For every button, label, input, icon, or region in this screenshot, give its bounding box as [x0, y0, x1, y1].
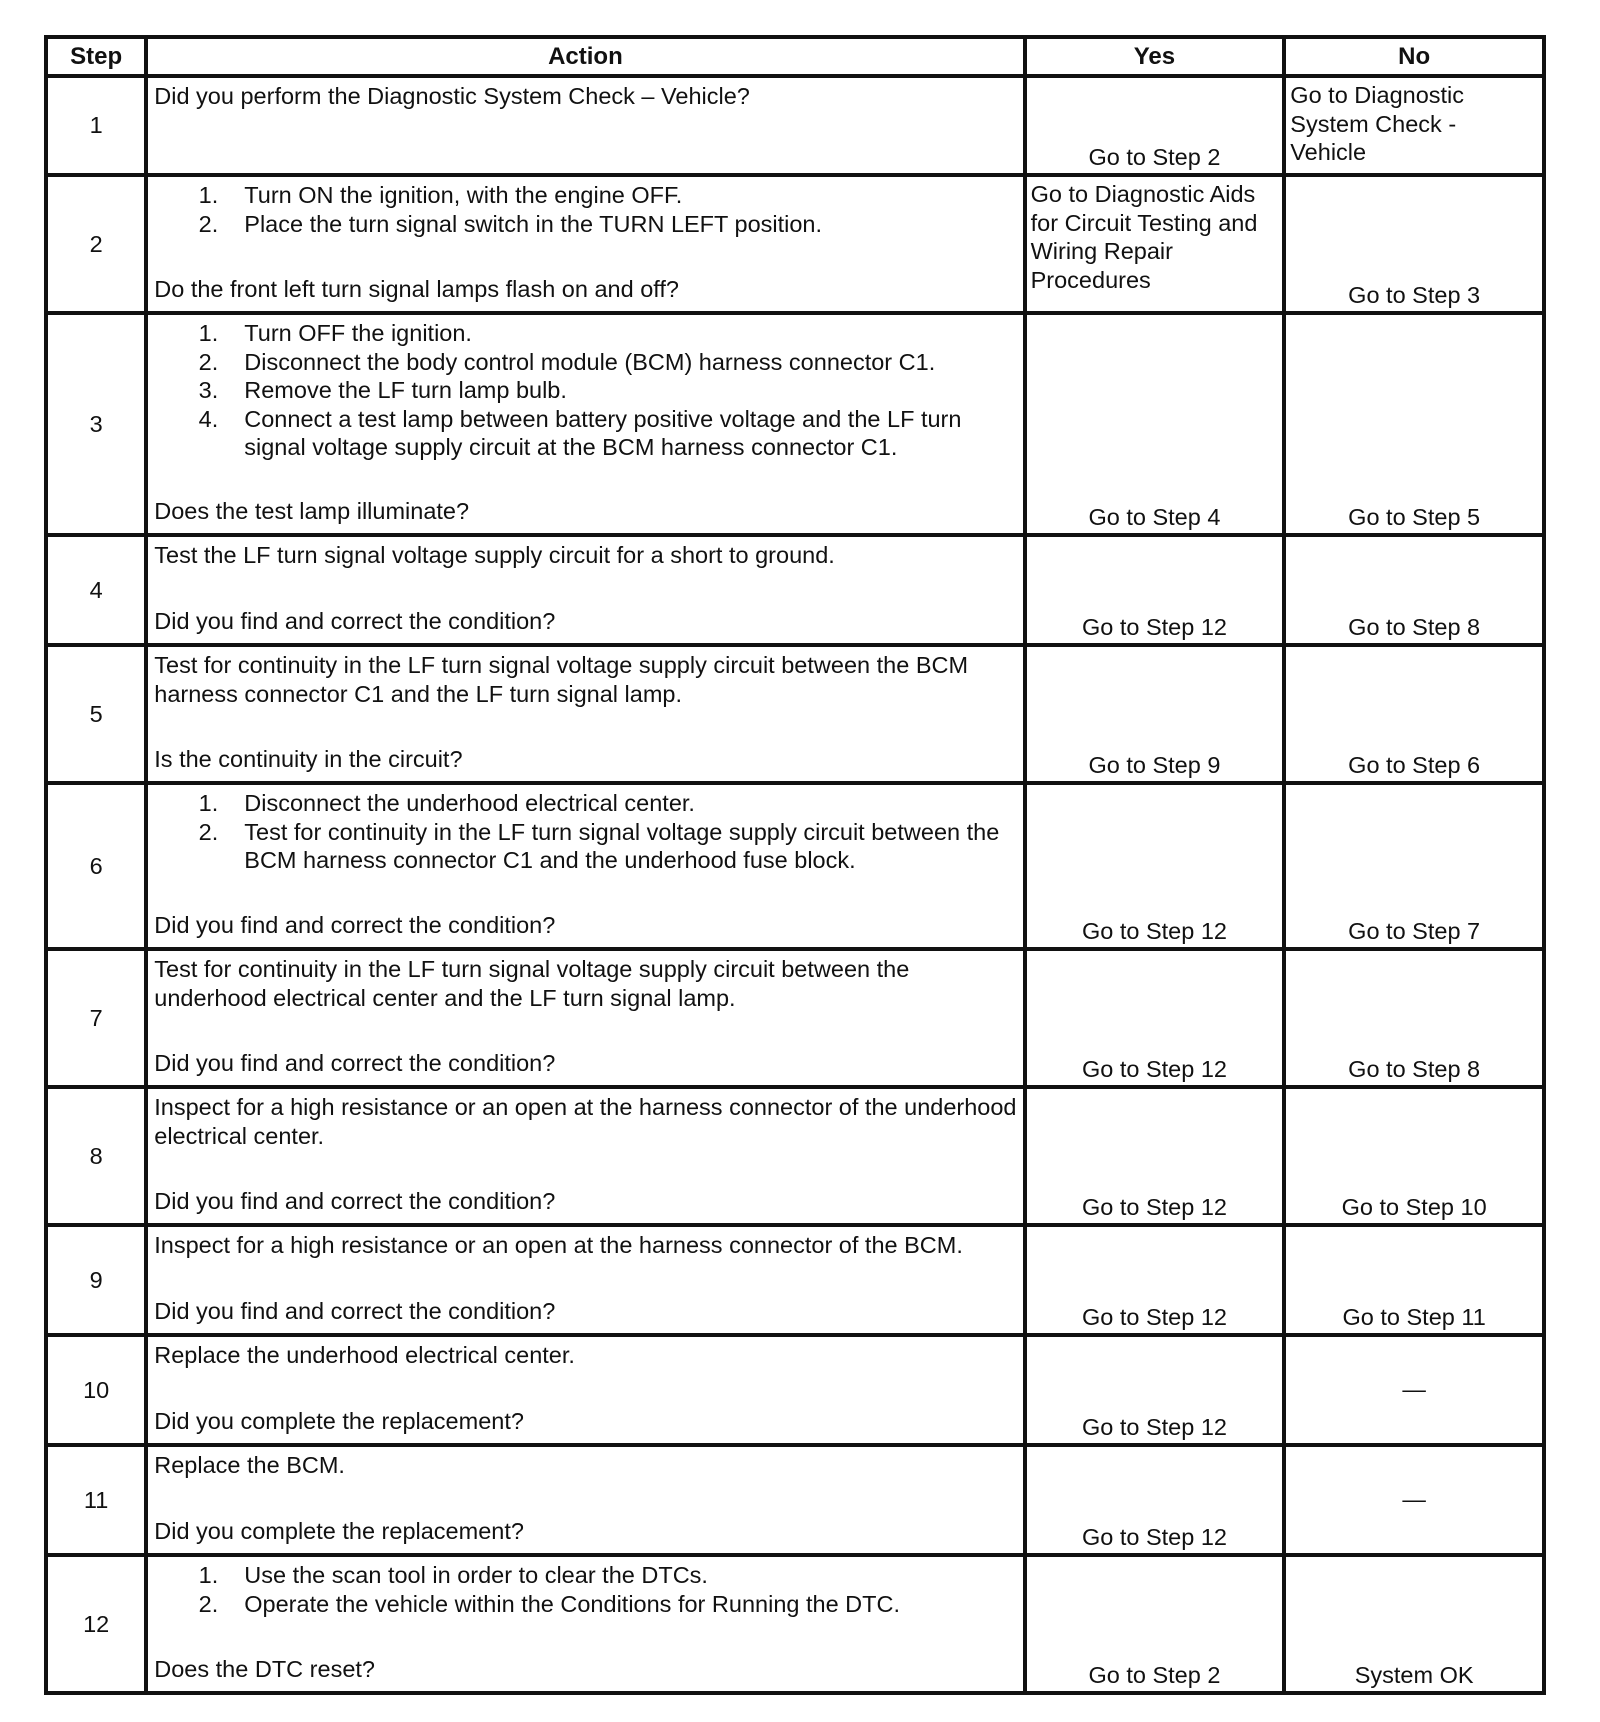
action-step-item — [154, 376, 1016, 405]
diagnostic-table — [44, 35, 1546, 1695]
table-row — [46, 645, 1544, 783]
action-question: Did you find and correct the condition? — [154, 911, 556, 938]
action-cell — [146, 175, 1024, 313]
action-cell — [146, 1335, 1024, 1445]
yes-outcome: Go to Step 2 — [1025, 76, 1285, 175]
action-step-text: Remove the LF turn lamp bulb. — [244, 377, 567, 403]
table-row — [46, 1225, 1544, 1335]
action-step-text: Disconnect the underhood electrical center. — [244, 790, 695, 816]
action-cell — [146, 1225, 1024, 1335]
action-step-item — [154, 1590, 1016, 1619]
step-number: 7 — [46, 949, 146, 1087]
action-steps-list — [154, 319, 1016, 462]
action-text: Replace the underhood electrical center. — [154, 1342, 575, 1368]
action-step-item — [154, 348, 1016, 377]
action-text: Inspect for a high resistance or an open at the harness connector of the BCM. — [154, 1232, 963, 1258]
step-number: 2 — [46, 175, 146, 313]
action-step-item — [154, 818, 1016, 875]
table-row — [46, 76, 1544, 175]
action-step-number: 2. — [198, 348, 219, 375]
header-yes: Yes — [1025, 37, 1285, 76]
step-number: 8 — [46, 1087, 146, 1225]
yes-outcome: Go to Step 12 — [1025, 1445, 1285, 1555]
action-step-number: 1. — [198, 790, 219, 816]
yes-outcome: Go to Step 12 — [1025, 783, 1285, 949]
no-outcome: Go to Step 8 — [1284, 535, 1544, 645]
no-outcome: Go to Step 3 — [1284, 175, 1544, 313]
action-step-item — [154, 319, 1016, 348]
action-question: Did you complete the replacement? — [154, 1517, 524, 1544]
action-step-number: 2. — [198, 1590, 219, 1617]
no-outcome: Go to Step 11 — [1284, 1225, 1544, 1335]
header-row — [46, 37, 1544, 76]
no-outcome: Go to Step 7 — [1284, 783, 1544, 949]
action-step-number: 1. — [198, 320, 219, 346]
action-cell — [146, 949, 1024, 1087]
header-action: Action — [146, 37, 1024, 76]
action-question: Did you find and correct the condition? — [154, 1187, 556, 1214]
action-step-item — [154, 210, 1016, 239]
action-cell — [146, 645, 1024, 783]
action-question: Does the DTC reset? — [154, 1655, 375, 1682]
action-question: Did you find and correct the condition? — [154, 607, 556, 634]
no-outcome: Go to Step 6 — [1284, 645, 1544, 783]
action-step-item — [154, 1561, 1016, 1590]
yes-outcome: Go to Step 12 — [1025, 1087, 1285, 1225]
action-step-text: Test for continuity in the LF turn signal voltage supply circuit between the BCM harness connector C1 and the underhood fuse block. — [244, 818, 1000, 873]
action-step-text: Turn OFF the ignition. — [244, 320, 472, 346]
action-text: Inspect for a high resistance or an open at the harness connector of the underhood electrical center. — [154, 1094, 1017, 1149]
yes-outcome: Go to Step 12 — [1025, 535, 1285, 645]
action-text: Did you perform the Diagnostic System Check – Vehicle? — [154, 83, 750, 109]
table-row — [46, 535, 1544, 645]
action-text: Test for continuity in the LF turn signal voltage supply circuit between the underhood electrical center and the LF turn signal lamp. — [154, 956, 910, 1011]
action-step-text: Disconnect the body control module (BCM) harness connector C1. — [244, 348, 936, 375]
step-number: 10 — [46, 1335, 146, 1445]
action-step-text: Turn ON the ignition, with the engine OFF. — [244, 182, 683, 208]
no-outcome: Go to Diagnostic System Check - Vehicle — [1284, 76, 1544, 175]
action-cell — [146, 1087, 1024, 1225]
header-no: No — [1284, 37, 1544, 76]
action-step-number: 2. — [198, 210, 219, 237]
action-question: Did you find and correct the condition? — [154, 1297, 556, 1324]
no-outcome: Go to Step 5 — [1284, 313, 1544, 535]
step-number: 4 — [46, 535, 146, 645]
step-number: 12 — [46, 1555, 146, 1693]
yes-outcome: Go to Step 4 — [1025, 313, 1285, 535]
action-question: Is the continuity in the circuit? — [154, 745, 463, 772]
action-steps-list — [154, 181, 1016, 238]
action-cell — [146, 76, 1024, 175]
no-outcome: Go to Step 10 — [1284, 1087, 1544, 1225]
action-step-item — [154, 405, 1016, 462]
step-number: 5 — [46, 645, 146, 783]
yes-outcome: Go to Step 12 — [1025, 1335, 1285, 1445]
action-cell — [146, 1555, 1024, 1693]
action-step-item — [154, 789, 1016, 818]
action-step-text: Place the turn signal switch in the TURN LEFT position. — [244, 210, 823, 237]
yes-outcome: Go to Step 12 — [1025, 1225, 1285, 1335]
action-question: Do the front left turn signal lamps flash on and off? — [154, 275, 679, 302]
yes-outcome: Go to Step 9 — [1025, 645, 1285, 783]
yes-outcome: Go to Step 2 — [1025, 1555, 1285, 1693]
header-step: Step — [46, 37, 146, 76]
table-row — [46, 1087, 1544, 1225]
action-step-number: 2. — [198, 818, 219, 845]
step-number: 11 — [46, 1445, 146, 1555]
action-step-number: 3. — [198, 377, 219, 403]
table-row — [46, 1335, 1544, 1445]
no-outcome: System OK — [1284, 1555, 1544, 1693]
yes-outcome: Go to Step 12 — [1025, 949, 1285, 1087]
table-row — [46, 949, 1544, 1087]
no-outcome: Go to Step 8 — [1284, 949, 1544, 1087]
action-text: Test the LF turn signal voltage supply circuit for a short to ground. — [154, 542, 835, 568]
action-text: Test for continuity in the LF turn signal voltage supply circuit between the BCM harness connector C1 and the LF turn signal lamp. — [154, 652, 969, 707]
action-steps-list — [154, 1561, 1016, 1618]
action-question: Did you complete the replacement? — [154, 1407, 524, 1434]
action-step-number: 1. — [198, 182, 219, 208]
no-outcome: — — [1284, 1335, 1544, 1445]
step-number: 3 — [46, 313, 146, 535]
table-row — [46, 1445, 1544, 1555]
action-cell — [146, 313, 1024, 535]
action-step-number: 4. — [198, 405, 219, 432]
table-row — [46, 313, 1544, 535]
action-steps-list — [154, 789, 1016, 875]
action-cell — [146, 535, 1024, 645]
action-step-text: Connect a test lamp between battery positive voltage and the LF turn signal voltage supply circuit at the BCM harness connector C1. — [244, 405, 962, 460]
action-cell — [146, 1445, 1024, 1555]
step-number: 9 — [46, 1225, 146, 1335]
action-text: Replace the BCM. — [154, 1452, 345, 1478]
action-question: Did you find and correct the condition? — [154, 1049, 556, 1076]
yes-outcome: Go to Diagnostic Aids for Circuit Testing and Wiring Repair Procedures — [1025, 175, 1285, 313]
no-outcome: — — [1284, 1445, 1544, 1555]
action-step-number: 1. — [198, 1562, 219, 1588]
action-question: Does the test lamp illuminate? — [154, 497, 470, 524]
step-number: 1 — [46, 76, 146, 175]
table-row — [46, 1555, 1544, 1693]
table-row — [46, 783, 1544, 949]
table-row — [46, 175, 1544, 313]
action-step-item — [154, 181, 1016, 210]
action-step-text: Operate the vehicle within the Conditions for Running the DTC. — [244, 1590, 901, 1617]
action-cell — [146, 783, 1024, 949]
step-number: 6 — [46, 783, 146, 949]
action-step-text: Use the scan tool in order to clear the DTCs. — [244, 1562, 708, 1588]
